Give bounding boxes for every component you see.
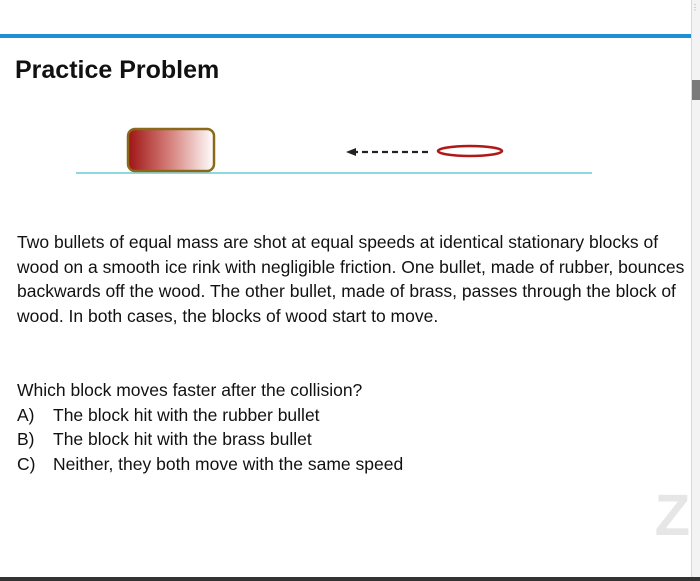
bullet xyxy=(438,146,502,156)
choice-letter: A) xyxy=(17,404,35,425)
choice-b xyxy=(17,427,685,452)
wood-block xyxy=(128,129,214,171)
bottom-border xyxy=(0,577,700,581)
choice-a xyxy=(17,403,685,428)
scrollbar-edge[interactable] xyxy=(691,0,700,581)
question-block xyxy=(17,378,685,476)
arrow-head-icon xyxy=(346,148,356,156)
question-text: Which block moves faster after the collision? xyxy=(17,380,363,400)
choice-text: The block hit with the brass bullet xyxy=(53,429,312,449)
problem-text: Two bullets of equal mass are shot at equal speeds at identical stationary blocks of wood on a smooth ice rink with negligible friction. One bullet, made of rubber, bounces backwards off the wood. The other bullet, made of brass, passes through the block of wood. In both cases, the blocks of wood start to move. xyxy=(17,232,685,326)
header-divider xyxy=(0,34,692,38)
scroll-thumb[interactable] xyxy=(692,80,700,100)
choice-letter: C) xyxy=(17,453,36,474)
choice-letter: B) xyxy=(17,429,35,449)
collision-diagram xyxy=(0,115,700,195)
choice-text: The block hit with the rubber bullet xyxy=(53,404,320,425)
watermark-logo: Z xyxy=(654,483,690,548)
more-icon[interactable]: ⋮ xyxy=(691,3,699,12)
choice-c xyxy=(17,452,685,477)
slide-title: Practice Problem xyxy=(15,56,220,84)
choice-text: Neither, they both move with the same speed xyxy=(53,453,404,474)
